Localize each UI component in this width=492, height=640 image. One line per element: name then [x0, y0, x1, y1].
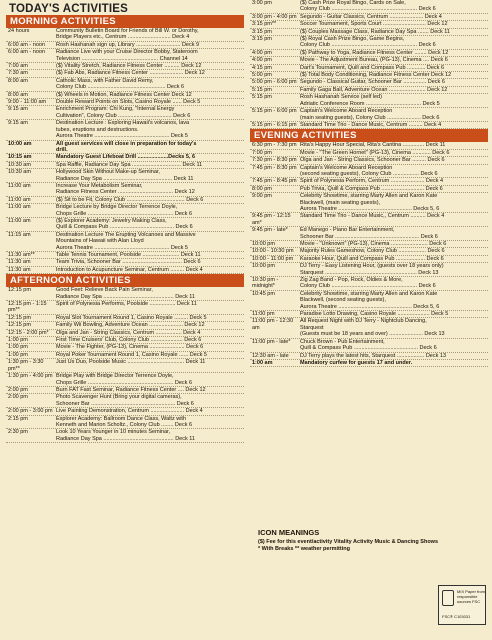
- schedule-time: 11:00 am: [8, 182, 31, 189]
- schedule-time: 10:00 am: [8, 140, 32, 147]
- afternoon-list: [6, 287, 244, 443]
- schedule-row: [6, 70, 244, 77]
- schedule-time: 4:00 pm: [252, 49, 272, 56]
- schedule-description: Chuck Brown - Pub Entertainment, Quill & Compass Pub .......................................... Deck 6: [300, 338, 437, 352]
- schedule-row: [6, 78, 244, 92]
- schedule-time: 12:30 am - late: [252, 352, 289, 359]
- schedule-description: Photo Scavenger Hunt (Bring your digital cameras), Schooner Bar ....................................................... Deck 6: [56, 394, 194, 407]
- schedule-time: 5:15 pm: [252, 94, 272, 101]
- schedule-row: [6, 337, 244, 344]
- schedule-time: 11:30 am: [8, 266, 31, 273]
- schedule-row: [250, 29, 488, 36]
- schedule-time: 11:30 am: [8, 259, 31, 266]
- schedule-description: ($) Total Body Conditioning, Radiance Fitness Center Deck 12: [300, 72, 452, 79]
- schedule-row: [250, 0, 488, 14]
- schedule-time: 10:45 pm: [252, 290, 275, 297]
- schedule-time: 3:00 pm - 4:00 pm: [252, 13, 297, 20]
- schedule-row: [250, 241, 488, 248]
- schedule-row: [250, 213, 488, 227]
- schedule-description: ($) Vitality Stretch, Radiance Fitness Center .......... Deck 12: [56, 63, 202, 70]
- schedule-row: [250, 193, 488, 213]
- schedule-description: Team Trivia, Schooner Bar ....................................... Deck 6: [56, 259, 201, 266]
- schedule-time: 11:15 am: [8, 231, 31, 238]
- schedule-row: [250, 87, 488, 94]
- schedule-description: ($) Wheels in Motion, Radiance Fitness Center Deck 12: [56, 91, 192, 98]
- schedule-time: 10:30 am: [8, 169, 31, 176]
- schedule-time: 5:15 pm: [252, 86, 272, 93]
- schedule-description: Look 10 Years Younger in 10 minutes Seminar, Radiance Day Spa .............................................. Deck 11: [56, 429, 195, 442]
- schedule-time: 7:30 am: [8, 70, 28, 77]
- fsc-text: MIX Paper from responsible sources FSC: [457, 589, 486, 604]
- morning-list: [6, 28, 244, 274]
- schedule-description: Pub Trivia, Quill & Compass Pub ............................ Deck 6: [300, 185, 443, 192]
- schedule-row: [250, 108, 488, 122]
- fsc-logo: [438, 585, 486, 625]
- schedule-description: All guest services will close in preparation for today's drill.: [56, 140, 197, 153]
- schedule-row: [250, 36, 488, 50]
- schedule-time: 2:15 pm: [8, 415, 28, 422]
- schedule-row: [6, 92, 244, 99]
- schedule-row: [250, 14, 488, 21]
- schedule-description: Standard Time Trio - Dance Music, Centrum ......... Deck 4: [300, 121, 442, 128]
- schedule-description: Movie - "Unknown" (PG-13), Cinema ........................ Deck 6: [300, 241, 447, 247]
- schedule-row: [6, 416, 244, 430]
- schedule-row: [250, 178, 488, 185]
- schedule-row: [250, 50, 488, 57]
- schedule-time: 3:00 pm: [252, 0, 272, 6]
- schedule-description: Movie - The Adjustment Bureau, (PG-13), Cinema .... Deck 6: [300, 57, 448, 64]
- schedule-time: 1:00 pm: [8, 351, 28, 358]
- schedule-row: [6, 63, 244, 70]
- afternoon-continued-list: [250, 0, 488, 129]
- schedule-description: Olga and Jan - String Classics, Centrum ................. Deck 4: [56, 329, 201, 336]
- schedule-description: Introduction to Acupuncture Seminar, Centrum ......... Deck 4: [56, 266, 203, 273]
- schedule-row: [250, 186, 488, 193]
- schedule-time: 7:00 am: [8, 63, 28, 70]
- schedule-description: Spa Raffle, Radiance Day Spa ................................ Deck 11: [56, 161, 203, 168]
- schedule-time: 10:00 - 11:00 pm: [252, 255, 294, 262]
- schedule-description: Royal Slot Tournament Round 1, Casino Royale ......... Deck 5: [56, 314, 207, 321]
- schedule-time: 3:15 pm**: [252, 21, 277, 28]
- schedule-description: DJ Terry - Easy Listening Hour, (guests over 18 years only) Starquest ............................................................ Deck 13: [300, 263, 444, 276]
- schedule-row: [6, 218, 244, 232]
- left-column: [6, 0, 244, 443]
- schedule-description: Bridge Lecture by Bridge Director Terrence Doyle, Chops Grille ........................................................ Deck 6: [56, 204, 193, 217]
- schedule-row: [6, 106, 244, 120]
- schedule-description: Movie - "The Green Hornet" (PG-13), Cinema ............ Deck 6: [300, 149, 450, 156]
- schedule-time: 2:00 pm - 3:00 pm: [8, 408, 53, 415]
- schedule-description: Paradise Lotto Drawing, Casino Royale ..................... Deck 5: [300, 311, 449, 318]
- schedule-row: [250, 277, 488, 291]
- schedule-time: 1:30 pm - 4:00 pm: [8, 373, 53, 380]
- schedule-description: ($) Royal Cash Prize Bingo, Game Begins, Colony Club ........................................................ Deck 6: [300, 36, 436, 49]
- schedule-row: [250, 339, 488, 353]
- schedule-row: [6, 394, 244, 408]
- schedule-description: Community Bulletin Board for Friends of Bill W. or Dorothy, Bridge Players etc., Centrum ............................ Deck 4: [56, 28, 199, 41]
- schedule-time: 9:00 pm: [252, 193, 272, 200]
- schedule-description: Double Reward Points on Slots, Casino Royale ...... Deck 5: [56, 99, 201, 106]
- schedule-time: 10:30 am: [8, 161, 31, 168]
- schedule-description: Rita's Happy Hour Special, Rita's Cantina .............. Deck 11: [300, 142, 446, 149]
- schedule-description: ($) Explorer Academy: Jewelry Making Class, Quill & Compass Pub .......................................... Deck 6: [56, 217, 193, 231]
- schedule-description: Captain's Welcome Aboard Reception (main seating guests), Colony Club ...................... Deck 6: [300, 108, 440, 121]
- fsc-code: FSC® C103031: [442, 614, 471, 619]
- schedule-time: 5:00 pm - 6:00 pm: [252, 79, 297, 86]
- schedule-row: [250, 263, 488, 277]
- schedule-time: 3:15 pm: [252, 36, 272, 43]
- schedule-time: 11:00 pm - 12:30 am: [252, 318, 294, 331]
- schedule-time: 10:30 pm - midnight*: [252, 277, 279, 290]
- schedule-description: Destination Lecture The Erupting Volcanoes and Massive Mountains of Hawaii with Alan Lloyd Aurora Theatre ................................................. Deck 5: [56, 231, 196, 251]
- right-column: [250, 0, 488, 367]
- schedule-description: Live Painting Demonstration, Centrum ...................... Deck 4: [56, 408, 203, 415]
- schedule-row: [250, 256, 488, 263]
- schedule-row: [250, 122, 488, 129]
- section-header-morning: MORNING ACTIVITIES: [6, 15, 244, 28]
- schedule-time: 4:00 pm: [252, 57, 272, 64]
- schedule-row: [250, 150, 488, 157]
- schedule-row: [6, 197, 244, 204]
- schedule-description: Mandatory curfew for guests 17 and under.: [300, 359, 413, 366]
- schedule-row: [6, 99, 244, 106]
- schedule-time: 10:00 pm: [252, 241, 275, 247]
- schedule-description: Segundo - Guitar Classics, Centrum ...................... Deck 4: [300, 13, 442, 20]
- schedule-time: 11:00 am: [8, 204, 31, 211]
- schedule-row: [6, 154, 244, 161]
- schedule-time: 12:15 pm - 1:15 pm**: [8, 301, 47, 314]
- schedule-description: Hollywood Skin Without Make-up Seminar, Radiance Day Spa ............................................. Deck 11: [56, 169, 194, 182]
- schedule-time: 8:00 pm: [252, 185, 272, 192]
- schedule-row: [6, 352, 244, 359]
- evening-list: [250, 142, 488, 367]
- schedule-description: Family Wii Bowling, Adventure Ocean ...................... Deck 12: [56, 322, 205, 329]
- schedule-description: Standard Time Trio - Dance Music,, Centrum .......... Deck 4: [300, 213, 445, 220]
- schedule-row: [250, 79, 488, 86]
- schedule-description: ($) Cash Prize Royal Bingo, Cards on Sale, Colony Club ........................................................ Deck 6: [300, 0, 436, 13]
- schedule-description: Burn FAT Fast Seminar, Radiance Fitness Center .... Deck 12: [56, 386, 206, 393]
- schedule-row: [6, 330, 244, 337]
- schedule-time: 9:15 am: [8, 120, 28, 127]
- schedule-row: [250, 248, 488, 255]
- schedule-row: [6, 315, 244, 322]
- schedule-row: [250, 360, 488, 367]
- schedule-row: [6, 252, 244, 259]
- schedule-row: [6, 28, 244, 42]
- schedule-row: [6, 344, 244, 351]
- schedule-time: 3:15 pm: [252, 28, 272, 35]
- schedule-time: 1:00 pm: [8, 344, 28, 351]
- schedule-description: Spirit of Polynesia Performs, Poolside ................. Deck 11: [56, 301, 197, 308]
- schedule-description: ($) Sit to be Fit, Colony Club ...................................... Deck 6: [56, 196, 204, 203]
- schedule-description: Celebrity Showtime, starring Marty Allen and Karon Kate Blackwell, (second seating guests), Aurora Theatre ................................................ Decks 5, 6: [300, 290, 440, 310]
- schedule-description: Rosh Hashanah Service (self led) Adriatic Conference Room .................................... Deck 5: [300, 94, 440, 107]
- schedule-description: Dart's Tournament, Quill and Compass Pub ............ Deck 6: [300, 64, 445, 71]
- schedule-time: 9:00 - 11:00 am: [8, 99, 47, 106]
- schedule-row: [250, 72, 488, 79]
- schedule-time: 6:00 am - noon: [8, 49, 45, 56]
- icon-meanings-notes: * With Breaks ** weather permitting: [258, 546, 350, 552]
- schedule-description: Movie - The Fighter, (PG-13), Cinema ....................... Deck 6: [56, 344, 204, 351]
- schedule-time: 7:45 pm - 8:45 pm: [252, 178, 297, 185]
- schedule-time: 9:45 pm - 12:15 am*: [252, 213, 291, 226]
- schedule-row: [6, 49, 244, 63]
- schedule-time: 1:30 pm - 3:30 pm**: [8, 359, 44, 372]
- schedule-description: Family Gaga Ball, Adventure Ocean ........................ Deck 12: [300, 86, 448, 93]
- schedule-row: [250, 165, 488, 179]
- schedule-time: 24 hours: [8, 28, 30, 34]
- schedule-description: Celebrity Showtime, starring Marty Allen and Karon Kate Blackwell, (main seating guests), Aurora Theatre ................................................ Decks 5, 6: [300, 193, 440, 212]
- schedule-row: [6, 162, 244, 169]
- schedule-time: 9:15 am: [8, 106, 28, 113]
- schedule-description: Karaoke Hour, Quill and Compass Pub ................... Deck 6: [300, 255, 444, 262]
- schedule-description: Destination Lecture : Exploring Hawaii's volcanos, lava tubes, eruptions and destructions. Aurora Theatre ................................................. Deck 5: [56, 120, 190, 140]
- schedule-time: 12:15 pm: [8, 314, 31, 321]
- schedule-row: [6, 322, 244, 329]
- schedule-time: 10:00 - 10:30 pm: [252, 248, 294, 255]
- schedule-row: [6, 408, 244, 415]
- schedule-time: 12:15 pm: [8, 287, 31, 294]
- schedule-time: 11:00 am: [8, 217, 31, 224]
- schedule-description: Royal Poker Tournament Round 1, Casino Royale ...... Deck 5: [56, 351, 207, 358]
- schedule-description: Spirit of Polynesia Perform, Centrum ...................... Deck 4: [300, 178, 444, 185]
- schedule-row: [6, 183, 244, 197]
- schedule-time: 6:00 am - noon: [8, 41, 45, 48]
- schedule-description: Zig Zag Band - Pop, Rock, Oldies & More, Colony Club ........................................................ Deck 6: [300, 277, 436, 290]
- schedule-row: [250, 227, 488, 241]
- schedule-time: 7:30 pm - 8:30 pm: [252, 157, 297, 164]
- schedule-time: 6:30 pm - 7:30 pm: [252, 142, 297, 149]
- schedule-time: 7:45 pm - 8:30 pm: [252, 164, 297, 171]
- schedule-description: First Time Cruisers' Club, Colony Club ..................... Deck 6: [56, 337, 202, 344]
- icon-meanings-legend: ($) Fee for this event/activity Vitality Activity Music & Dancing Shows: [258, 539, 439, 545]
- schedule-row: [6, 429, 244, 443]
- schedule-row: [250, 142, 488, 149]
- schedule-row: [6, 141, 244, 155]
- page-title: TODAY'S ACTIVITIES: [9, 3, 129, 15]
- schedule-time: 12:15 - 2:00 pm*: [8, 329, 49, 336]
- schedule-row: [250, 94, 488, 108]
- schedule-time: 10:00 pm: [252, 263, 275, 270]
- schedule-time: 5:15 pm - 6:00 pm: [252, 108, 297, 115]
- schedule-row: [6, 204, 244, 218]
- schedule-description: Majority Rules Gameshow, Colony Club .................. Deck 6: [300, 248, 445, 255]
- schedule-row: [6, 169, 244, 183]
- schedule-time: 5:15 pm - 6:15 pm: [252, 121, 297, 128]
- schedule-time: 2:30 pm: [8, 429, 28, 436]
- schedule-row: [6, 42, 244, 49]
- schedule-description: ($) Pathway to Yoga, Radiance Fitness Center ........ Deck 12: [300, 49, 449, 56]
- schedule-time: 2:00 pm: [8, 394, 28, 401]
- schedule-row: [6, 267, 244, 274]
- schedule-description: Segundo - Classical Guitar, Schooner Bar ............... Deck 6: [300, 79, 445, 86]
- schedule-description: DJ Terry plays the latest hits, Starquest .................. Deck 13: [300, 352, 447, 359]
- schedule-description: Ed Manego - Piano Bar Entertainment, Schooner Bar ....................................................... Deck 6: [300, 227, 438, 240]
- schedule-description: Good Feet: Relieve Back Pain Seminar, Radiance Day Spa .............................................. Deck 11: [56, 287, 195, 300]
- schedule-time: 11:00 pm - late*: [252, 338, 291, 345]
- schedule-row: [250, 21, 488, 28]
- schedule-time: 11:00 pm: [252, 311, 275, 318]
- schedule-time: 4:15 pm: [252, 64, 272, 71]
- schedule-time: 8:00 am: [8, 91, 28, 98]
- schedule-description: All Request Night with DJ Terry - Nightclub Dancing, Starquest (Guests must be 18 years and over) ...................... Deck 13: [300, 318, 445, 338]
- section-header-evening: EVENING ACTIVITIES: [250, 129, 488, 142]
- schedule-time: 7:00 pm: [252, 149, 272, 156]
- schedule-time: 11:00 am: [8, 196, 31, 203]
- schedule-row: [6, 387, 244, 394]
- schedule-row: [250, 353, 488, 360]
- schedule-row: [6, 287, 244, 301]
- schedule-row: [250, 65, 488, 72]
- schedule-row: [250, 291, 488, 311]
- schedule-description: ($) Couples Massage Class, Radiance Day Spa ....... Deck 11: [300, 28, 450, 35]
- schedule-row: [250, 318, 488, 338]
- schedule-description: Mandatory Guest Lifeboat Drill ....................Decks 5, 6: [56, 154, 196, 161]
- schedule-description: Rosh Hashanah sign up, Library ............................. Deck 9: [56, 41, 200, 48]
- schedule-row: [250, 157, 488, 164]
- schedule-description: Captain's Welcome Aboard Reception (second seating guests), Colony Club ................. Deck 6: [300, 164, 438, 177]
- schedule-row: [6, 120, 244, 140]
- icon-meanings: [258, 528, 488, 553]
- schedule-description: Increase Your Metabolism Seminar, Radiance Fitness Center .................................... Deck 12: [56, 182, 195, 196]
- schedule-time: 8:00 am: [8, 77, 28, 84]
- schedule-description: Explorer Academy: Ballroom Dance Class, Waltz with Kenneth and Marion Scholtz., Colony Club ........ Deck 6: [56, 415, 193, 428]
- schedule-time: 12:15 pm: [8, 322, 31, 329]
- schedule-time: 1:00 pm: [8, 337, 28, 344]
- schedule-row: [6, 232, 244, 252]
- schedule-description: ($) Fab Abs, Radiance Fitness Center ...................... Deck 12: [56, 70, 205, 77]
- schedule-row: [6, 259, 244, 266]
- tree-icon: [442, 590, 454, 606]
- icon-meanings-title: ICON MEANINGS: [258, 528, 320, 537]
- section-header-afternoon: AFTERNOON ACTIVITIES: [6, 274, 244, 287]
- schedule-description: Catholic Mass, with Father David Remy, Colony Club ................................................... Deck 6: [56, 77, 185, 91]
- schedule-time: 10:15 am: [8, 154, 32, 161]
- schedule-row: [250, 57, 488, 64]
- schedule-time: 11:30 am**: [8, 252, 35, 258]
- schedule-row: [6, 373, 244, 387]
- schedule-time: 2:00 pm: [8, 386, 28, 393]
- schedule-row: [250, 311, 488, 318]
- schedule-description: Table Tennis Tournament, Poolside ........................ Deck 11: [56, 252, 201, 258]
- schedule-time: 1:00 am: [252, 359, 273, 366]
- schedule-description: Soccer Tournament, Sports Court ............................ Deck 12: [300, 21, 448, 28]
- schedule-description: Just Us Duo, Poolside Music ..................................... Deck 11: [56, 359, 206, 366]
- schedule-description: Olga and Jan - String Classics, Schooner Bar ......... Deck 6: [300, 157, 445, 164]
- schedule-row: [6, 359, 244, 373]
- schedule-description: Enrichment Program: Chi Kung, "Internal Energy Cultivation", Colony Club ................................... Deck 6: [56, 106, 191, 119]
- schedule-time: 5:00 pm: [252, 72, 272, 79]
- schedule-row: [6, 301, 244, 315]
- schedule-description: Bridge Play with Bridge Director Terrence Doyle, Chops Grille ........................................................ Deck 6: [56, 373, 193, 386]
- schedule-description: Radiance Live with your Cruise Director Bobby, Stateroom Television .................................................. Channel 14: [56, 49, 198, 62]
- schedule-time: 9:45 pm - late*: [252, 227, 288, 234]
